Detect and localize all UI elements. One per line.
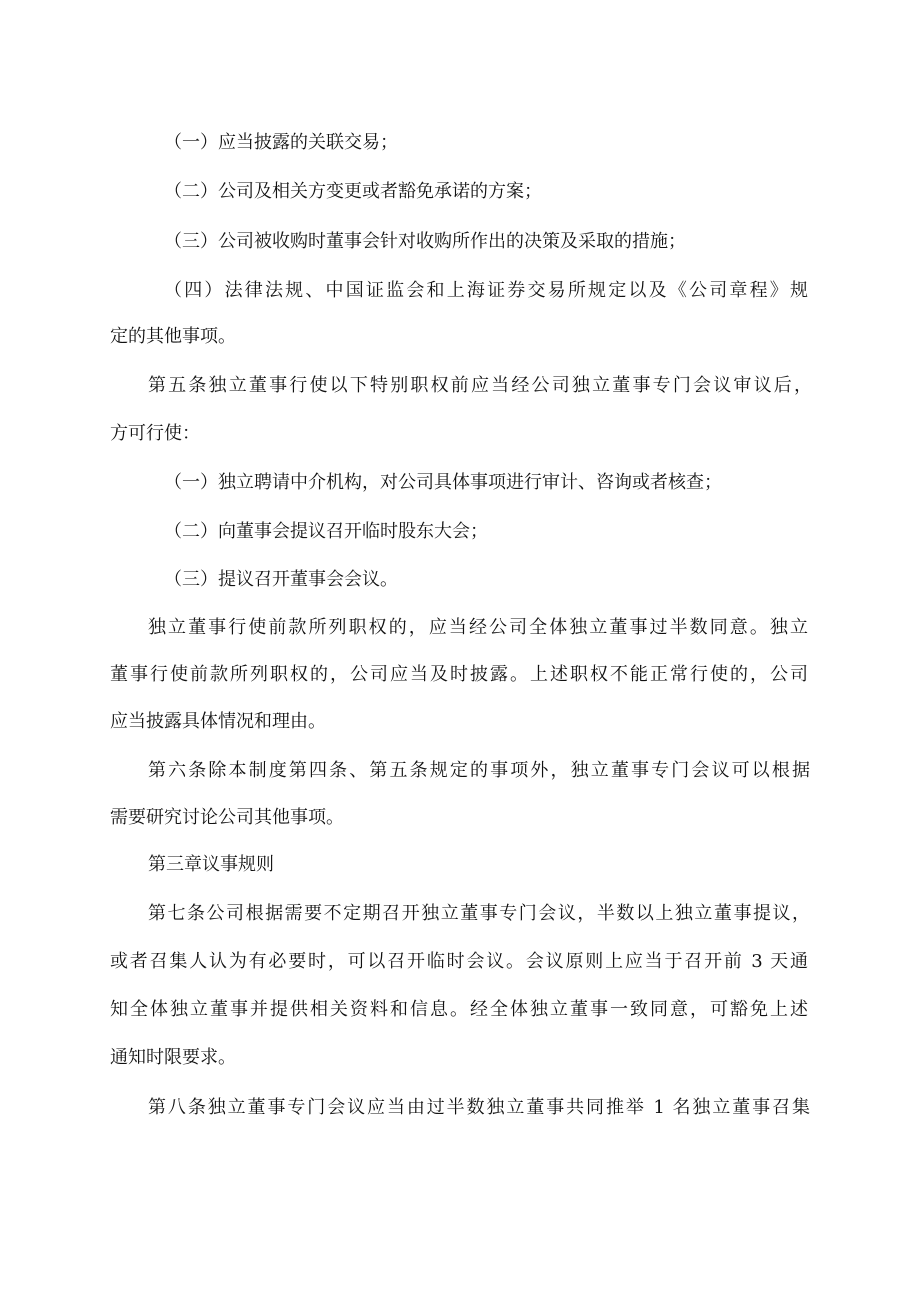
article-6-line-2: 需要研究讨论公司其他事项。	[110, 807, 344, 828]
article-5-line-2: 方可行使：	[110, 423, 200, 444]
article-7-line-3: 知全体独立董事并提供相关资料和信息。经全体独立董事一致同意，可豁免上述	[110, 999, 808, 1020]
paragraph-line-3: 应当披露具体情况和理由。	[110, 711, 326, 732]
article-5-item-3: （三）提议召开董事会会议。	[164, 569, 398, 590]
item-line-4: （四）法律法规、中国证监会和上海证券交易所规定以及《公司章程》规	[164, 280, 808, 301]
article-5-item-2: （二）向董事会提议召开临时股东大会；	[164, 521, 488, 542]
item-line-1: （一）应当披露的关联交易；	[164, 132, 398, 153]
article-5-item-1: （一）独立聘请中介机构，对公司具体事项进行审计、咨询或者核查；	[164, 472, 722, 493]
item-line-2: （二）公司及相关方变更或者豁免承诺的方案；	[164, 181, 542, 202]
item-line-3: （三）公司被收购时董事会针对收购所作出的决策及采取的措施；	[164, 231, 686, 252]
paragraph-line-2: 董事行使前款所列职权的，公司应当及时披露。上述职权不能正常行使的，公司	[110, 664, 808, 685]
article-5-line-1: 第五条独立董事行使以下特别职权前应当经公司独立董事专门会议审议后，	[148, 375, 812, 396]
article-7-line-2: 或者召集人认为有必要时，可以召开临时会议。会议原则上应当于召开前 3 天通	[110, 951, 808, 972]
paragraph-line-1: 独立董事行使前款所列职权的，应当经公司全体独立董事过半数同意。独立	[148, 617, 808, 638]
article-8-line-1: 第八条独立董事专门会议应当由过半数独立董事共同推举 1 名独立董事召集	[148, 1097, 810, 1118]
article-6-line-1: 第六条除本制度第四条、第五条规定的事项外，独立董事专门会议可以根据	[148, 760, 810, 781]
article-7-line-4: 通知时限要求。	[110, 1047, 236, 1068]
chapter-heading: 第三章议事规则	[148, 854, 274, 875]
article-7-line-1: 第七条公司根据需要不定期召开独立董事专门会议，半数以上独立董事提议，	[148, 903, 810, 924]
item-line-5: 定的其他事项。	[110, 326, 236, 347]
